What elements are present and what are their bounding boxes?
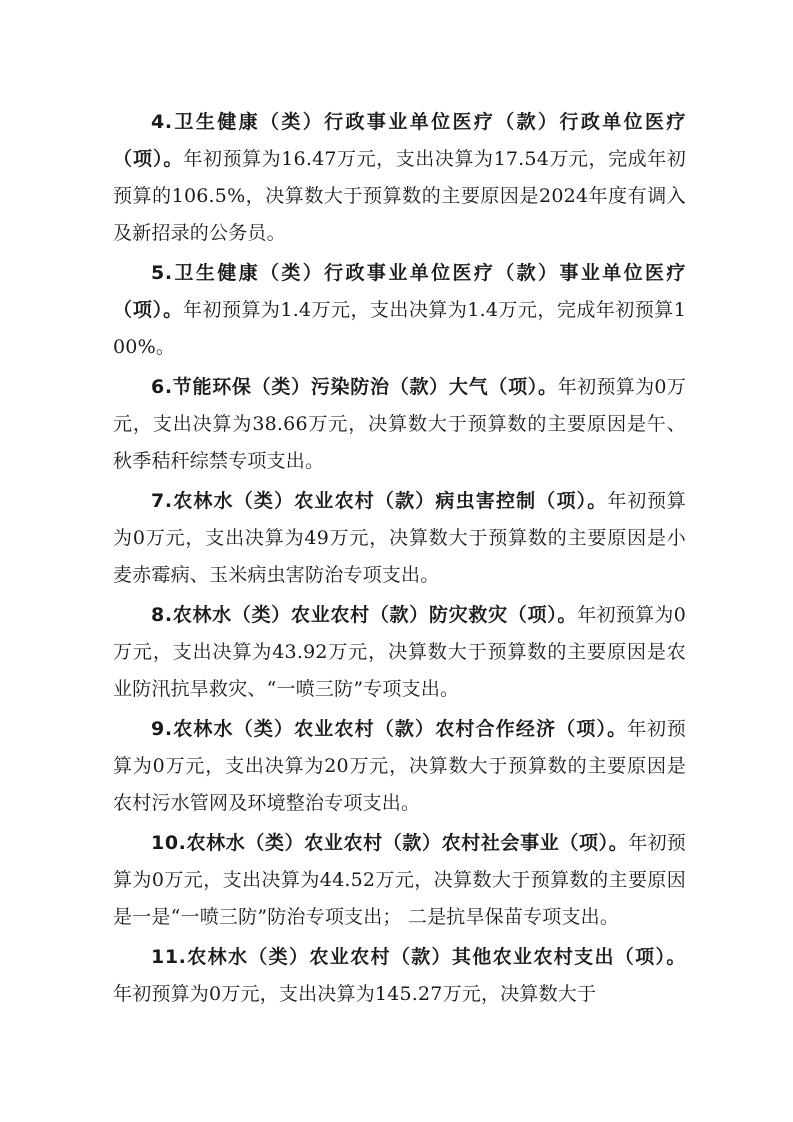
item-heading: 9.农林水（类）农业农村（款）农村合作经济（项）。: [151, 718, 628, 740]
item-text: 年初预算为0万元，支出决算为145.27万元，决算数大于: [113, 983, 597, 1005]
budget-item-8: [113, 597, 686, 708]
item-text: 年初预算为0万元，支出决算为20万元，决算数大于预算数的主要原因是农村污水管网及环境整治专项支出。: [113, 718, 686, 814]
item-text: 年初预算为0万元，支出决算为49万元，决算数大于预算数的主要原因是小麦赤霉病、玉米病虫害防治专项支出。: [113, 490, 686, 586]
item-heading: 4.卫生健康（类）行政事业单位医疗（款）行政单位医疗（项）。: [113, 111, 686, 170]
document-body: [113, 104, 686, 1013]
item-heading: 10.农林水（类）农业农村（款）农村社会事业（项）。: [151, 832, 629, 854]
item-text: 年初预算为0万元，支出决算为43.92万元，决算数大于预算数的主要原因是农业防汛抗旱救灾、“一喷三防”专项支出。: [113, 604, 686, 700]
budget-item-4: [113, 104, 686, 252]
item-heading: 7.农林水（类）农业农村（款）病虫害控制（项）。: [151, 490, 608, 512]
item-heading: 8.农林水（类）农业农村（款）防灾救灾（项）。: [151, 604, 578, 626]
budget-item-6: [113, 369, 686, 480]
item-heading: 6.节能环保（类）污染防治（款）大气（项）。: [151, 376, 558, 398]
budget-item-9: [113, 711, 686, 822]
item-text: 年初预算为1.4万元，支出决算为1.4万元，完成年初预算100%。: [113, 299, 686, 358]
budget-item-7: [113, 483, 686, 594]
item-text: 年初预算为16.47万元，支出决算为17.54万元，完成年初预算的106.5%，决算数大于预算数的主要原因是2024年度有调入及新招录的公务员。: [113, 148, 686, 244]
item-text: 年初预算为0万元，支出决算为44.52万元，决算数大于预算数的主要原因是一是“一喷三防”防治专项支出； 二是抗旱保苗专项支出。: [113, 832, 686, 928]
budget-item-10: [113, 825, 686, 936]
item-heading: 11.农林水（类）农业农村（款）其他农业农村支出（项）。: [151, 946, 686, 968]
budget-item-5: [113, 255, 686, 366]
budget-item-11: [113, 939, 686, 1013]
item-text: 年初预算为0万元，支出决算为38.66万元，决算数大于预算数的主要原因是午、秋季秸秆综禁专项支出。: [113, 376, 687, 472]
item-heading: 5.卫生健康（类）行政事业单位医疗（款）事业单位医疗（项）。: [113, 262, 686, 321]
